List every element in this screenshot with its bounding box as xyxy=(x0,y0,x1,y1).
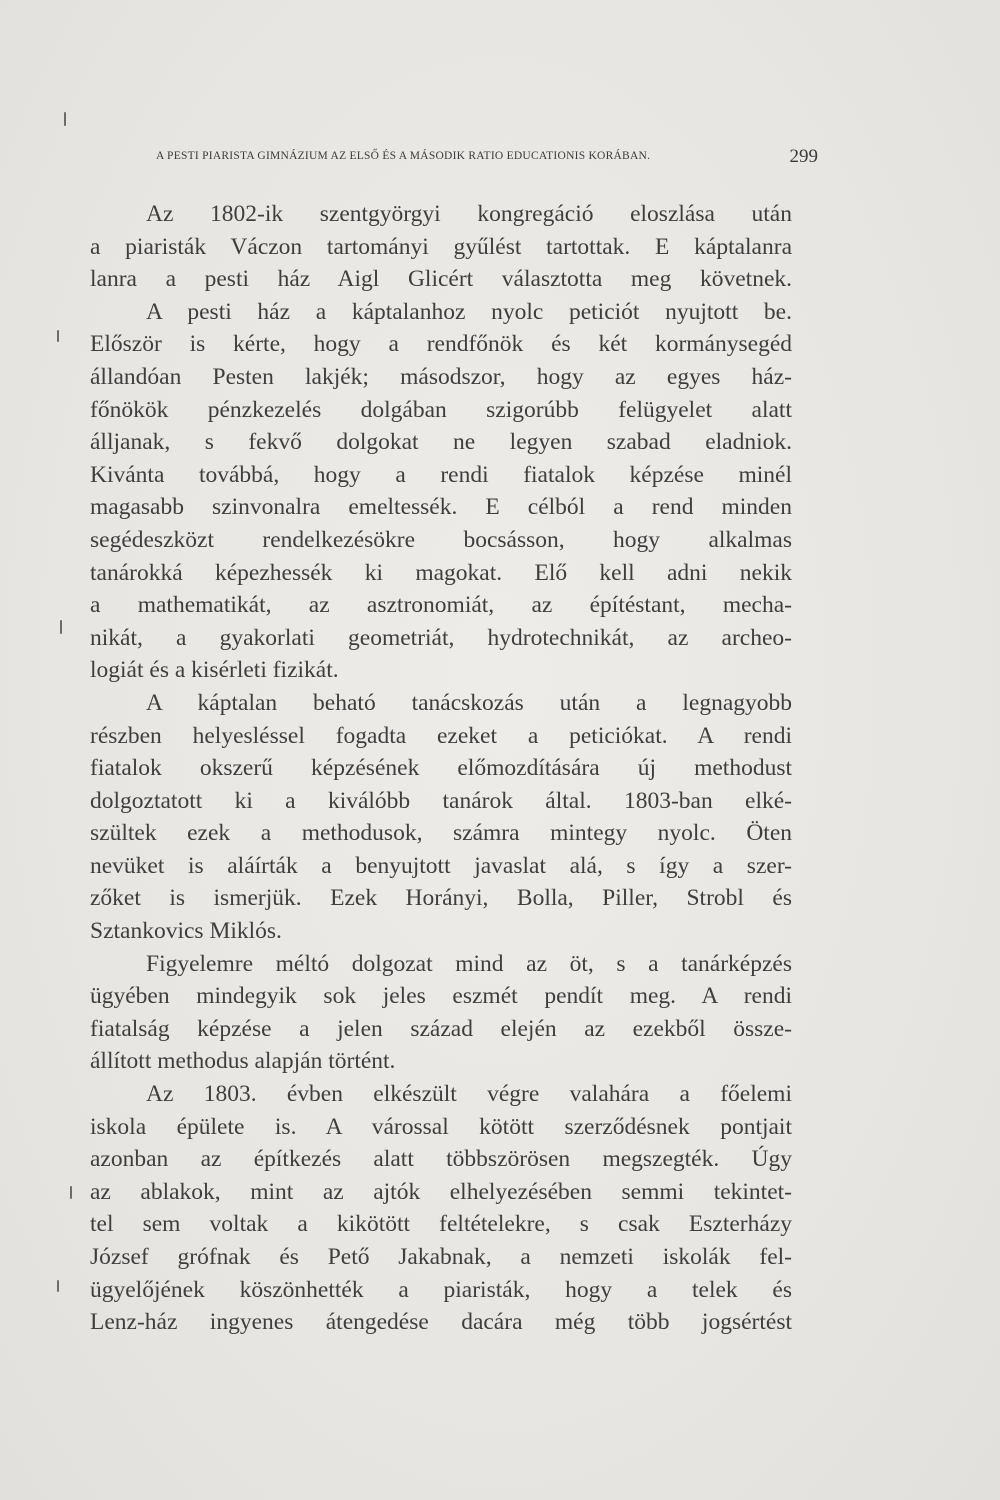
text-line: Az 1803. évben elkészült végre valahára a főelemi xyxy=(146,1081,792,1108)
text-line: József grófnak és Pető Jakabnak, a nemzeti iskolák fel- xyxy=(90,1244,792,1270)
text-line: álljanak, s fekvő dolgokat ne legyen szabad eladniok. xyxy=(90,429,792,456)
binding-mark xyxy=(70,1186,72,1199)
text-line: fiatalság képzése a jelen század elején az ezekből össze- xyxy=(90,1015,792,1042)
text-line: Lenz-ház ingyenes átengedése dacára még több jogsértést xyxy=(90,1309,792,1336)
text-line: azonban az építkezés alatt többszörösen megszegték. Úgy xyxy=(90,1146,792,1173)
text-line: a mathematikát, az asztronomiát, az építéstant, mecha- xyxy=(90,592,792,619)
text-line: A káptalan beható tanácskozás után a legnagyobb xyxy=(146,689,792,716)
text-line: Először is kérte, hogy a rendfőnök és két kormánysegéd xyxy=(90,331,792,358)
text-line: a piaristák Váczon tartományi gyűlést tartottak. E káptalanra xyxy=(90,233,792,260)
text-line: dolgoztatott ki a kiválóbb tanárok által. 1803-ban elké- xyxy=(90,787,792,814)
text-line: részben helyesléssel fogadta ezeket a peticiókat. A rendi xyxy=(90,722,792,749)
text-line: ügyelőjének köszönhették a piaristák, hogy a telek és xyxy=(90,1276,792,1303)
running-title: A PESTI PIARISTA GIMNÁZIUM AZ ELSŐ ÉS A MÁSODIK RATIO EDUCATIONIS KORÁBAN. xyxy=(156,150,651,162)
text-line: tanárokká képezhessék ki magokat. Elő kell adni nekik xyxy=(90,559,792,586)
text-line: szültek ezek a methodusok, számra mintegy nyolc. Öten xyxy=(90,820,792,847)
binding-mark xyxy=(60,620,62,634)
text-line: az ablakok, mint az ajtók elhelyezésében semmi tekintet- xyxy=(90,1178,792,1205)
text-line: nikát, a gyakorlati geometriát, hydrotechnikát, az archeo- xyxy=(90,624,792,651)
text-line: Az 1802-ik szentgyörgyi kongregáció eloszlása után xyxy=(146,201,792,227)
text-line: ügyében mindegyik sok jeles eszmét pendít meg. A rendi xyxy=(90,983,792,1010)
binding-mark xyxy=(64,112,66,126)
text-line: fiatalok okszerű képzésének előmozdítására új methodust xyxy=(90,755,792,782)
binding-mark xyxy=(57,330,59,342)
text-line: állított methodus alapján történt. xyxy=(90,1048,396,1075)
text-line: állandóan Pesten lakjék; másodszor, hogy az egyes ház- xyxy=(90,363,792,390)
text-line: Sztankovics Miklós. xyxy=(90,918,282,945)
text-line: nevüket is aláírták a benyujtott javaslat alá, s így a szer- xyxy=(90,852,792,879)
text-line: iskola épülete is. A várossal kötött szerződésnek pontjait xyxy=(90,1113,792,1140)
text-line: zőket is ismerjük. Ezek Horányi, Bolla, Piller, Strobl és xyxy=(90,885,792,912)
body-text xyxy=(90,198,792,1339)
text-line: Kivánta továbbá, hogy a rendi fiatalok képzése minél xyxy=(90,461,792,488)
text-line: A pesti ház a káptalanhoz nyolc peticiót nyujtott be. xyxy=(146,298,792,325)
text-line: magasabb szinvonalra emeltessék. E célból a rend minden xyxy=(90,494,792,521)
text-line: lanra a pesti ház Aigl Glicért választotta meg követnek. xyxy=(90,266,792,293)
text-line: segédeszközt rendelkezésökre bocsásson, hogy alkalmas xyxy=(90,526,792,553)
text-line: főnökök pénzkezelés dolgában szigorúbb felügyelet alatt xyxy=(90,396,792,423)
text-line: tel sem voltak a kikötött feltételekre, s csak Eszterházy xyxy=(90,1211,792,1238)
text-line: Figyelemre méltó dolgozat mind az öt, s a tanárképzés xyxy=(146,950,792,977)
binding-mark xyxy=(57,1280,59,1292)
running-head xyxy=(100,146,818,170)
page-number: 299 xyxy=(789,146,818,167)
text-line: logiát és a kisérleti fizikát. xyxy=(90,657,339,684)
